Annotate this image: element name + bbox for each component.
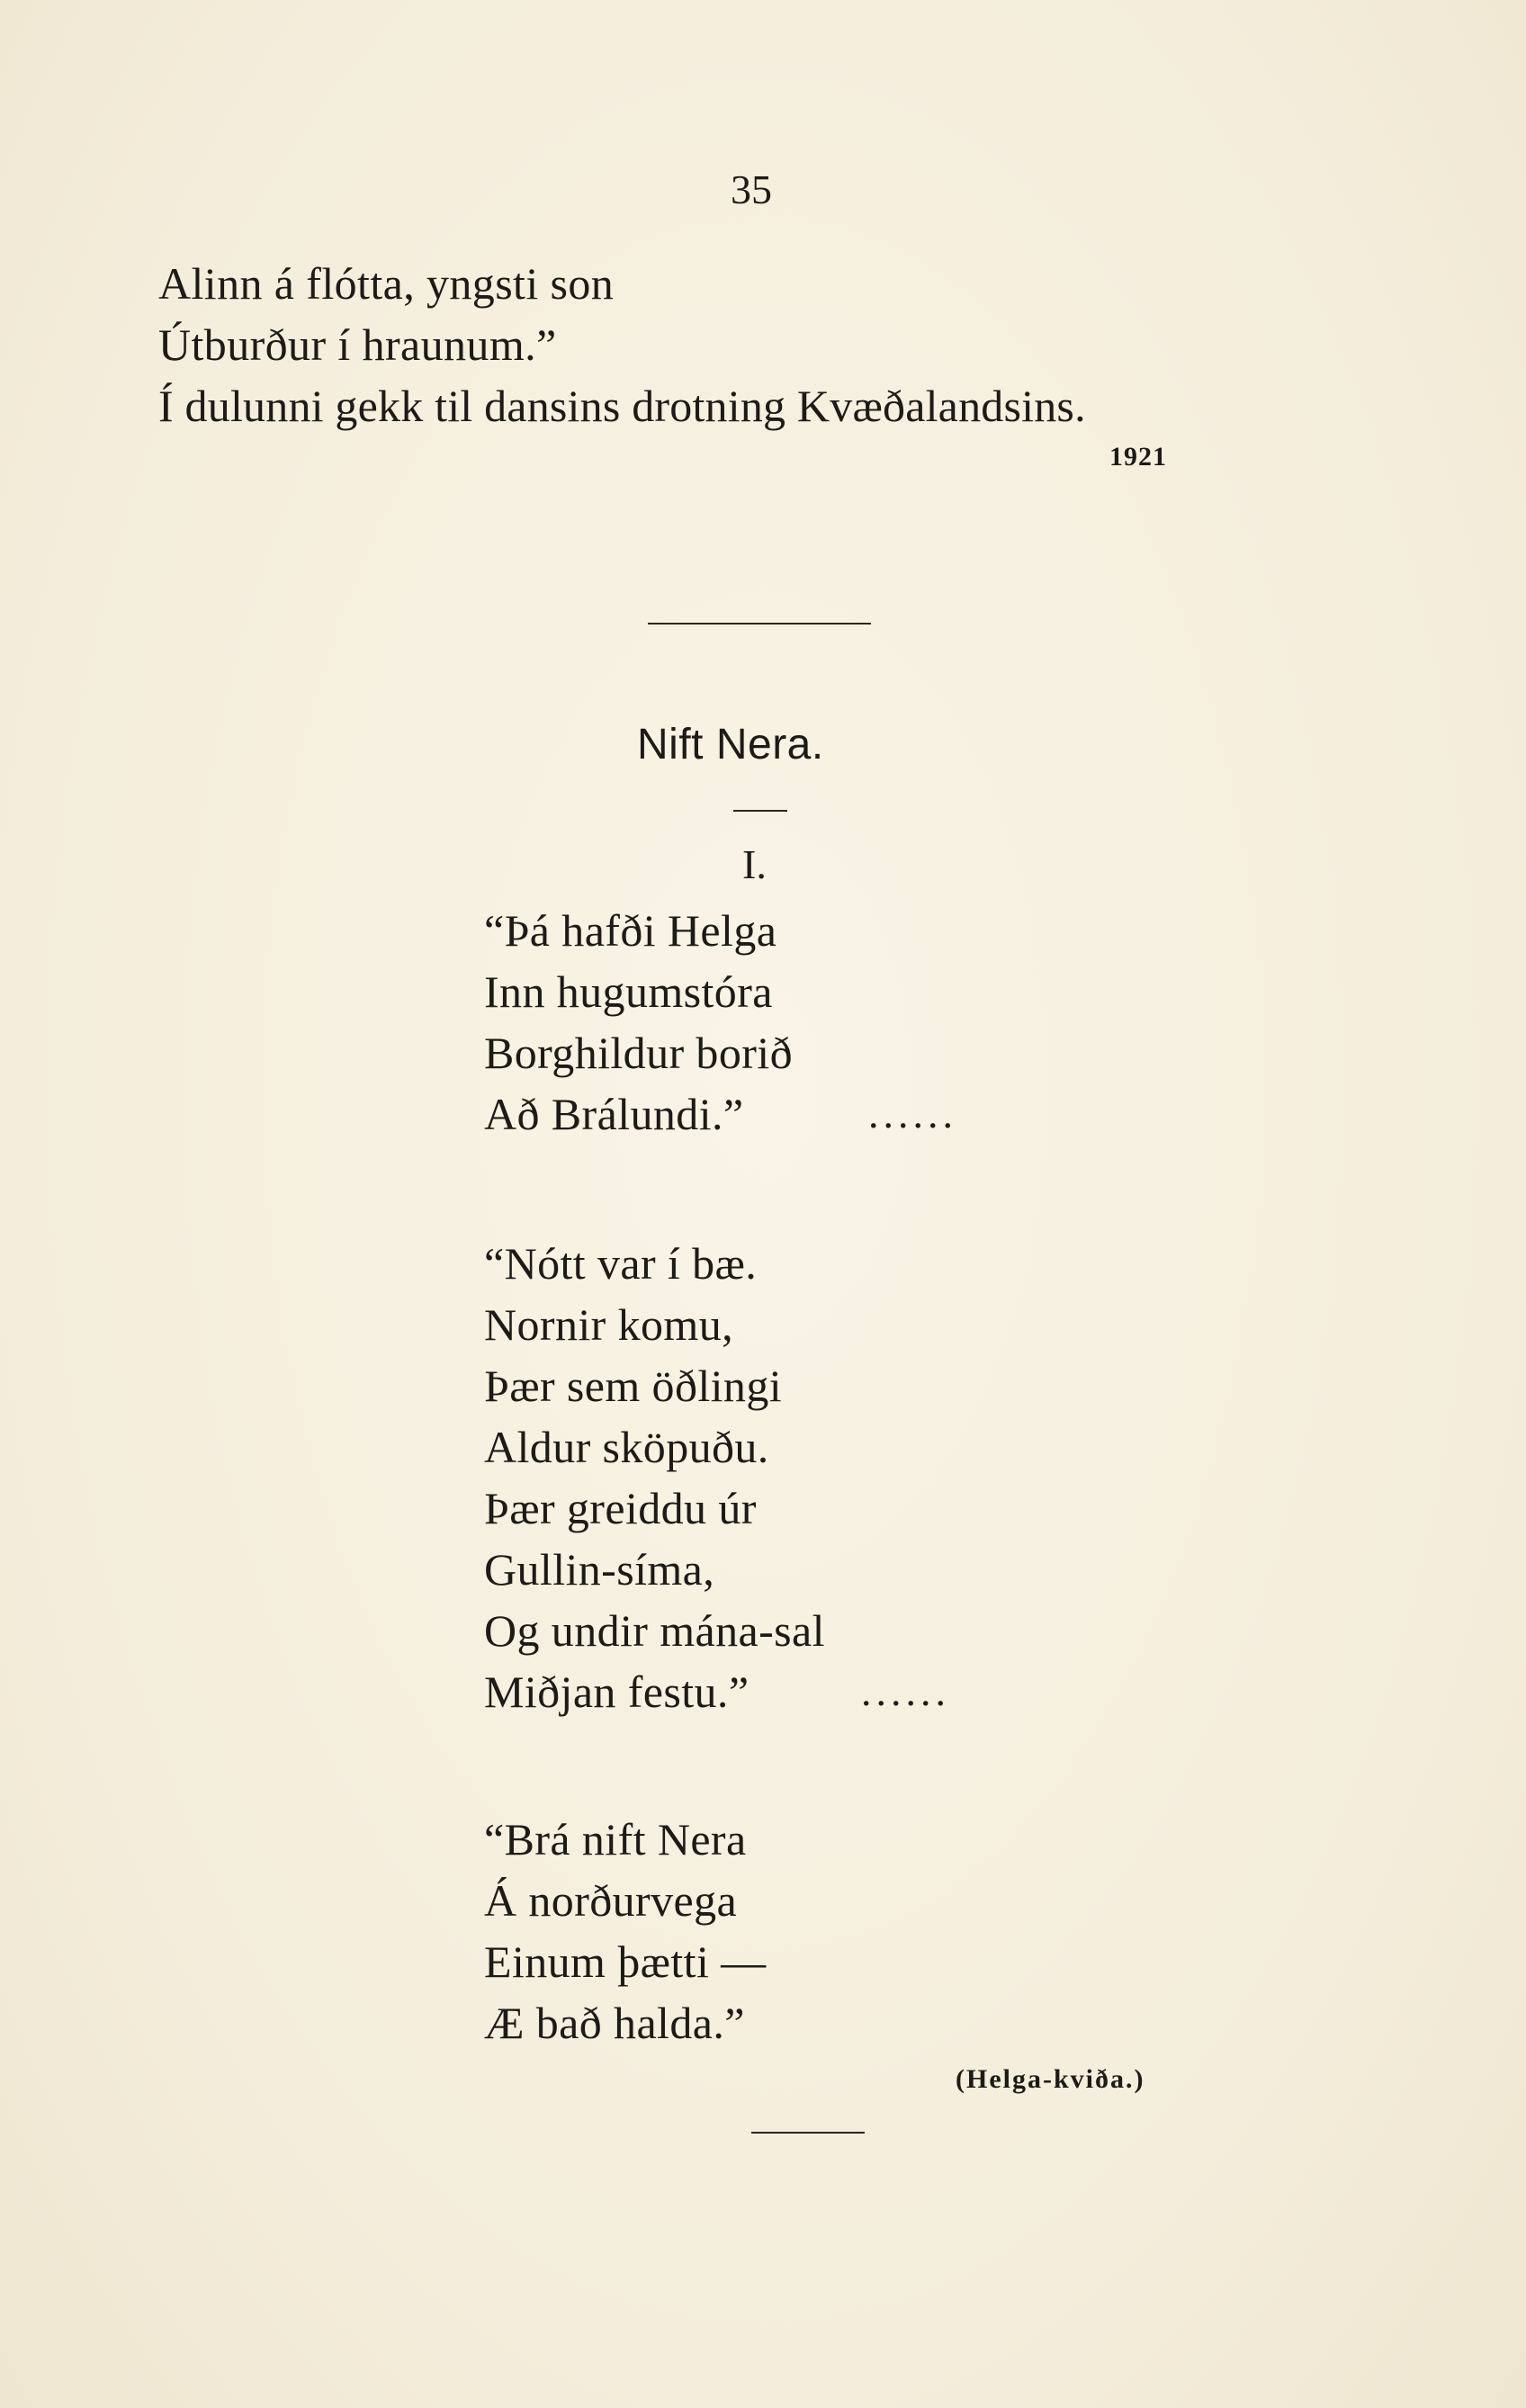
verse-line: “Brá nift Nera — [484, 1814, 747, 1864]
verse-line: Aldur sköpuðu. — [484, 1422, 769, 1472]
ellipsis: ...... — [861, 1668, 950, 1714]
verse-line: Gullin-síma, — [484, 1544, 715, 1595]
verse-line: Miðjan festu.” — [484, 1667, 750, 1717]
poem-title: Nift Nera. — [637, 721, 824, 768]
section-numeral: I. — [742, 841, 767, 887]
verse-line: “Þá hafði Helga — [484, 905, 777, 956]
section-divider — [648, 623, 871, 624]
end-divider — [751, 2132, 865, 2134]
verse-line: Æ bað halda.” — [484, 1998, 745, 2048]
citation: (Helga-kviða.) — [956, 2064, 1145, 2094]
verse-line: Einum þætti — — [484, 1936, 767, 1987]
verse-line: Inn hugumstóra — [484, 966, 773, 1017]
verse-line: “Nótt var í bæ. — [484, 1238, 758, 1289]
title-underline — [733, 810, 787, 812]
previous-poem-line: Í dulunni gekk til dansins drotning Kvæðalandsins. — [158, 381, 1086, 431]
verse-line: Þær sem öðlingi — [484, 1361, 783, 1411]
previous-poem-line: Alinn á flótta, yngsti son — [158, 258, 615, 309]
verse-line: Að Brálundi.” — [484, 1089, 744, 1139]
verse-line: Borghildur borið — [484, 1028, 793, 1078]
verse-line: Nornir komu, — [484, 1299, 733, 1350]
poem-year: 1921 — [1109, 442, 1167, 472]
verse-line: Og undir mána-sal — [484, 1605, 825, 1656]
ellipsis: ...... — [868, 1091, 957, 1137]
previous-poem-line: Útburður í hraunum.” — [158, 319, 557, 370]
verse-line: Þær greiddu úr — [484, 1483, 757, 1533]
verse-line: Á norðurvega — [484, 1875, 738, 1926]
page-number: 35 — [731, 166, 772, 212]
